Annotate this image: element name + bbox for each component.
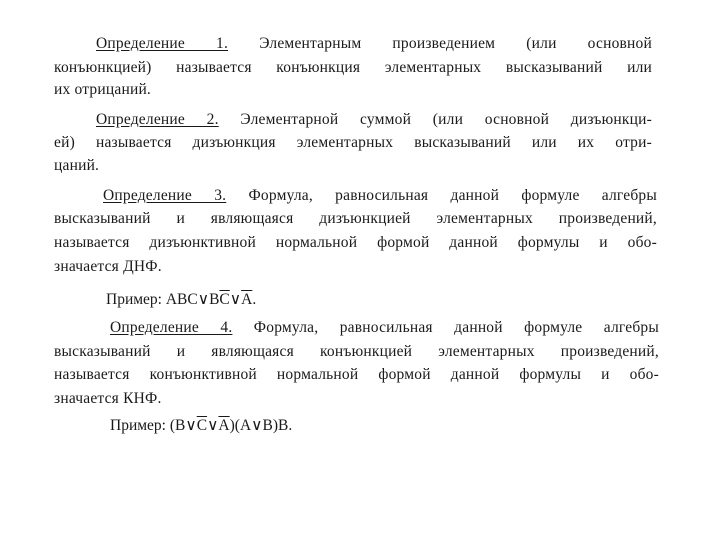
definition-1-line-2: конъюнкцией) называется конъюнкция элементарных высказываний или: [54, 59, 652, 76]
definition-1-line-1: [96, 34, 652, 54]
example-1-label: Пример:: [106, 291, 166, 308]
definition-3-line-3: называется дизъюнктивной нормальной формой данной формулы и обо-: [54, 234, 657, 251]
definition-3-line-1: [103, 186, 657, 206]
definition-1-text-1: Элементарным произведением (или основной: [228, 35, 652, 52]
definition-4-line-3: называется конъюнктивной нормальной формой данной формулы и обо-: [54, 366, 659, 383]
example-1-end: .: [252, 291, 257, 308]
example-2-or: ∨: [207, 417, 219, 434]
example-2-negated-a: $\overline{A}$: [218, 417, 230, 434]
definition-4-text-1: Формула, равносильная данной формуле алгебры: [232, 319, 659, 336]
example-1: [106, 290, 256, 310]
definition-2-line-2: ей) называется дизъюнкция элементарных высказываний или их отри-: [54, 134, 652, 151]
example-2-term-1: (B∨: [169, 417, 197, 434]
example-2: [110, 416, 292, 436]
definition-3-title: Определение 3.: [103, 187, 227, 204]
definition-1-line-3: их отрицаний.: [54, 81, 152, 98]
definition-2-line-3: цаний.: [54, 157, 100, 174]
example-2-end: )(A∨B)B.: [229, 417, 293, 434]
example-2-negated-c: $\overline{C}$: [196, 417, 208, 434]
definition-4-line-2: высказываний и являющаяся конъюнкцией элементарных произведений,: [54, 343, 659, 360]
definition-3-line-4: значается ДНФ.: [54, 258, 162, 275]
example-2-label: Пример:: [110, 417, 170, 434]
definition-2-text-1: Элементарной суммой (или основной дизъюнкци-: [218, 111, 652, 128]
definition-2-line-1: [96, 110, 652, 130]
example-1-or: ∨: [229, 291, 242, 308]
definition-3-text-1: Формула, равносильная данной формуле алгебры: [226, 187, 657, 204]
definition-4-line-4: значается КНФ.: [54, 390, 162, 407]
definition-1-title: Определение 1.: [96, 35, 229, 52]
definition-4-title: Определение 4.: [110, 319, 233, 336]
example-1-term-1: ABC∨B: [165, 291, 220, 308]
definition-4-line-1: [110, 318, 659, 338]
example-1-negated-a: $\overline{A}$: [241, 291, 253, 308]
definition-3-line-2: высказываний и являющаяся дизъюнкцией элементарных произведений,: [54, 210, 657, 227]
example-1-negated-c: $\overline{C}$: [219, 291, 230, 308]
definition-2-title: Определение 2.: [96, 111, 219, 128]
